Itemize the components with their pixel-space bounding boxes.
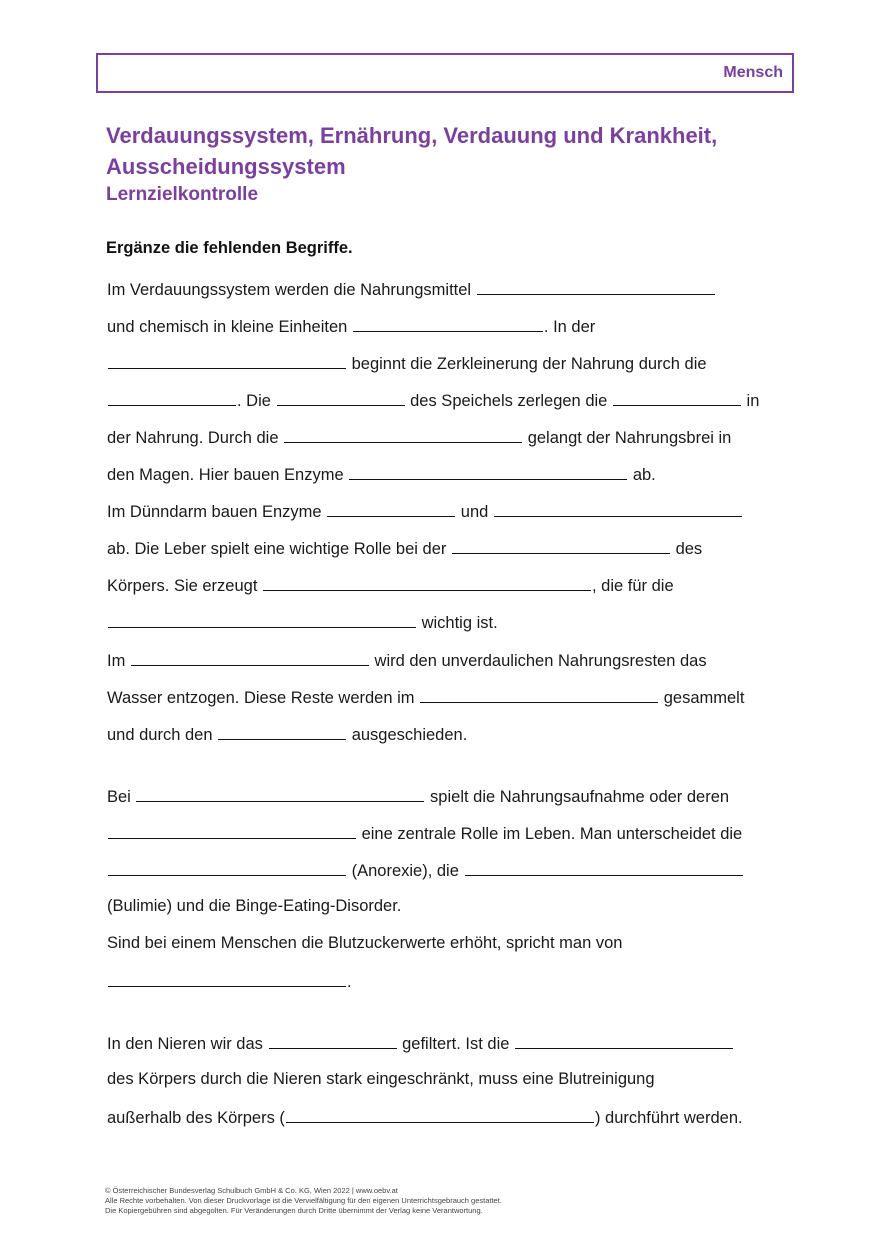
blank[interactable] bbox=[284, 427, 522, 443]
blank[interactable] bbox=[108, 612, 416, 628]
instruction: Ergänze die fehlenden Begriffe. bbox=[106, 239, 353, 257]
text-line: und durch den ausgeschieden. bbox=[107, 726, 468, 744]
blank[interactable] bbox=[108, 971, 346, 987]
blank[interactable] bbox=[494, 501, 742, 517]
blank[interactable] bbox=[452, 538, 670, 554]
text-line: Sind bei einem Menschen die Blutzuckerwerte erhöht, spricht man von bbox=[107, 934, 623, 952]
text-line: des Körpers durch die Nieren stark eingeschränkt, muss eine Blutreinigung bbox=[107, 1070, 655, 1088]
header-box bbox=[96, 53, 794, 93]
text-line: (Bulimie) und die Binge-Eating-Disorder. bbox=[107, 897, 402, 915]
text-line: ab. Die Leber spielt eine wichtige Rolle bei der des bbox=[107, 540, 703, 558]
footer-disclaimer: Die Kopiergebühren sind abgegolten. Für Veränderungen durch Dritte übernimmt der Verlag keine Verantwortung. bbox=[105, 1206, 483, 1215]
text-line: beginnt die Zerkleinerung der Nahrung durch die bbox=[107, 353, 707, 374]
subject-tag: Mensch bbox=[723, 64, 783, 81]
blank[interactable] bbox=[420, 687, 658, 703]
page-title: Verdauungssystem, Ernährung, Verdauung und Krankheit, Ausscheidungssystem bbox=[106, 123, 718, 179]
footer bbox=[105, 1186, 502, 1216]
text-line: wichtig ist. bbox=[107, 612, 498, 633]
blank[interactable] bbox=[515, 1033, 733, 1049]
blank[interactable] bbox=[108, 823, 356, 839]
blank[interactable] bbox=[263, 575, 591, 591]
blank[interactable] bbox=[136, 786, 424, 802]
blank[interactable] bbox=[218, 724, 346, 740]
text-line: Wasser entzogen. Diese Reste werden im gesammelt bbox=[107, 689, 745, 707]
text-line: und chemisch in kleine Einheiten . In der bbox=[107, 318, 596, 336]
blank[interactable] bbox=[108, 390, 236, 406]
blank[interactable] bbox=[477, 279, 715, 295]
text-line: der Nahrung. Durch die gelangt der Nahrungsbrei in bbox=[107, 429, 732, 447]
text-line: Bei spielt die Nahrungsaufnahme oder deren bbox=[107, 788, 730, 806]
blank[interactable] bbox=[277, 390, 405, 406]
footer-copyright: © Österreichischer Bundesverlag Schulbuch GmbH & Co. KG, Wien 2022 | www.oebv.at bbox=[105, 1186, 398, 1195]
blank[interactable] bbox=[327, 501, 455, 517]
text-line: Im Dünndarm bauen Enzyme und bbox=[107, 501, 743, 522]
text-line: . Die des Speichels zerlegen die in bbox=[107, 390, 759, 411]
footer-rights: Alle Rechte vorbehalten. Von dieser Druckvorlage ist die Vervielfältigung für den eigenen Unterrichtsgebrauch gestattet. bbox=[105, 1196, 502, 1205]
blank[interactable] bbox=[349, 464, 627, 480]
text-line: Körpers. Sie erzeugt , die für die bbox=[107, 577, 674, 595]
text-line: außerhalb des Körpers ( ) durchführt werden. bbox=[107, 1109, 743, 1127]
page-subtitle: Lernzielkontrolle bbox=[106, 184, 259, 205]
blank[interactable] bbox=[131, 650, 369, 666]
blank[interactable] bbox=[286, 1107, 594, 1123]
text-line: Im Verdauungssystem werden die Nahrungsmittel bbox=[107, 279, 716, 300]
blank[interactable] bbox=[108, 860, 346, 876]
text-line: (Anorexie), die bbox=[107, 860, 744, 881]
blank[interactable] bbox=[465, 860, 743, 876]
text-line: . bbox=[107, 971, 352, 992]
text-line: In den Nieren wir das gefiltert. Ist die bbox=[107, 1033, 734, 1054]
blank[interactable] bbox=[269, 1033, 397, 1049]
text-line: den Magen. Hier bauen Enzyme ab. bbox=[107, 466, 656, 484]
blank[interactable] bbox=[108, 353, 346, 369]
text-line: eine zentrale Rolle im Leben. Man unterscheidet die bbox=[107, 823, 742, 844]
text-line: Im wird den unverdaulichen Nahrungsresten das bbox=[107, 652, 707, 670]
blank[interactable] bbox=[613, 390, 741, 406]
blank[interactable] bbox=[353, 316, 543, 332]
